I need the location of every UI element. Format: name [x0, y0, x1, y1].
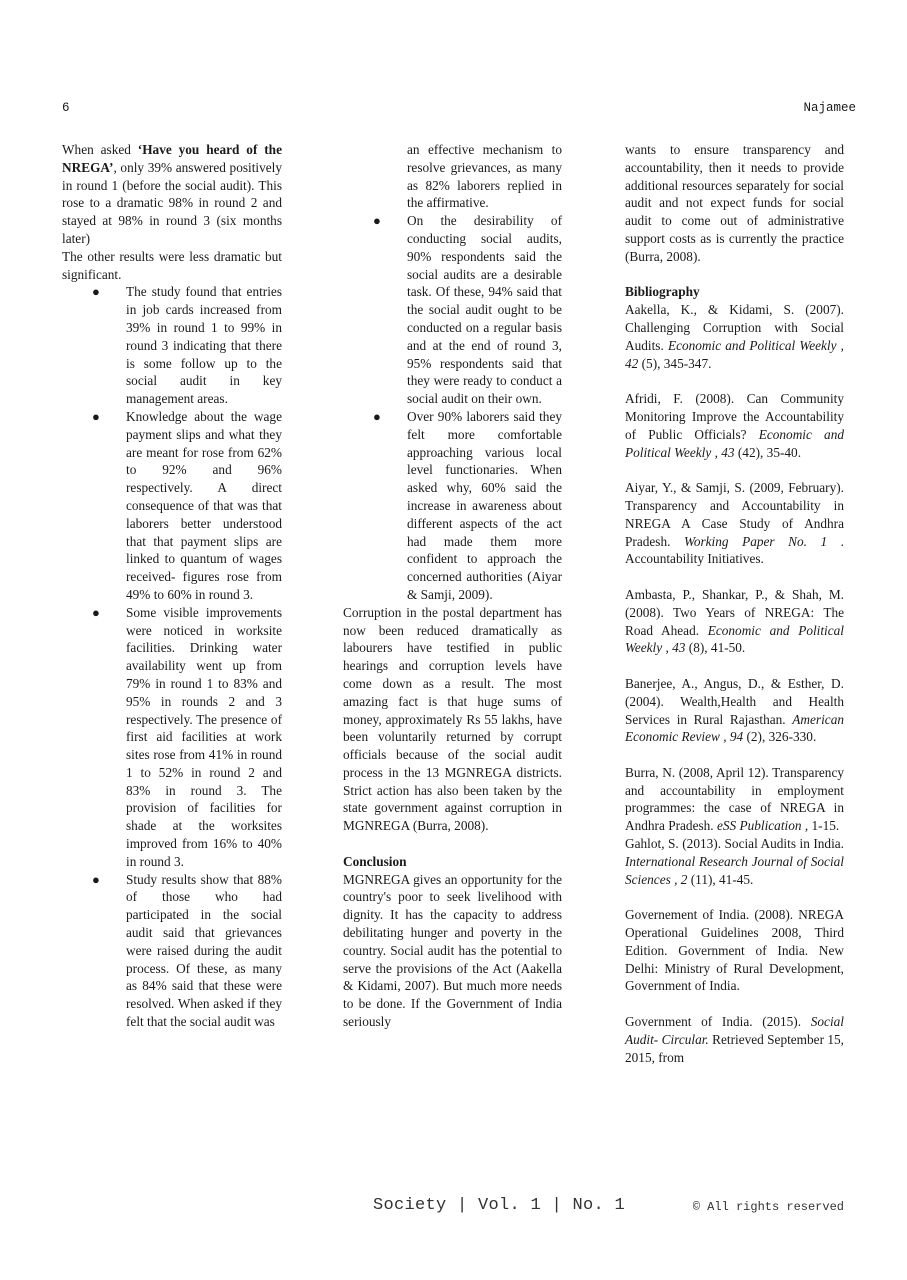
intro-paragraph: [62, 141, 282, 248]
bibliography-heading: Bibliography: [625, 284, 700, 300]
footer-journal-info: Society | Vol. 1 | No. 1: [373, 1196, 626, 1215]
reference-entry: Aiyar, Y., & Samji, S. (2009, February). Transparency and Accountability in NREGA A Case Study of Andhra Pradesh. Working Paper No. 1 . Accountability Initiatives.: [625, 480, 845, 567]
list-item-continuation: an effective mechanism to resolve grievances, as many as 82% laborers replied in the affirmative.: [407, 142, 562, 211]
reference-entry: Burra, N. (2008, April 12). Transparency and accountability in employment programmes: the case of NREGA in Andhra Pradesh. eSS Publication , 1-15.: [625, 764, 844, 834]
column-1: [62, 141, 282, 1031]
corruption-paragraph: Corruption in the postal department has now been reduced dramatically as labourers have testified in public hearings and corruption levels have come down as a result. The most amazing fact is that huge sums of money, approximately Rs 55 lakhs, have been voluntarily returned by corrupt officials because of the social audit process in the 13 MGNREGA districts. Strict action has also been taken by the state government against corruption in MGNREGA (Burra, 2008).: [343, 604, 562, 834]
bullet-icon: ●: [92, 408, 100, 424]
reference-entry: Banerjee, A., Angus, D., & Esther, D. (2004). Wealth,Health and Health Services in Rural Rajasthan. American Economic Review , 94 (2), 326-330.: [625, 675, 844, 745]
column-3: [625, 141, 844, 1066]
reference-entry: Government of India. (2015). Social Audit- Circular. Retrieved September 15, 2015, from: [625, 1014, 844, 1065]
bullet-icon: ●: [373, 408, 381, 424]
conclusion-continuation: wants to ensure transparency and accountability, then it needs to provide additional resources separately for social audit and not expect funds for social audit to come out of administrative support costs as is currently the practice (Burra, 2008).: [625, 142, 844, 264]
column-2: [343, 141, 562, 1031]
list-item: ● The study found that entries in job cards increased from 39% in round 1 to 99% in round 3 indicating that there is some follow up to the social audit in key management areas.: [92, 284, 282, 407]
intro-question: ‘Have you heard of the NREGA’: [62, 142, 282, 175]
results-list: [62, 283, 282, 1030]
intro-text-end: , only 39% answered positively in round 1 (before the social audit). This rose to a dramatic 98% in round 2 and stayed at 98% in round 3 (six months later): [62, 159, 282, 246]
list-item: ● Study results show that 88% of those who had participated in the social audit said that grievances were raised during the audit process. Of these, as many as 84% said that these were resolved. When asked if they felt that the social audit was: [92, 871, 282, 1030]
reference-entry: Afridi, F. (2008). Can Community Monitoring Improve the Accountability of Public Officials? Economic and Political Weekly , 43 (42), 35-40.: [625, 391, 844, 460]
list-item: ● Some visible improvements were noticed in worksite facilities. Drinking water availability went up from 79% in round 1 to 83% and 95% in rounds 2 and 3 respectively. The presence of first aid facilities at work sites rose from 41% in round 1 to 52% in round 2 and 83% in round 3. The provision of facilities for shade at the worksites improved from 16% to 40% in round 3.: [92, 604, 282, 869]
results-list-continued: [343, 212, 562, 604]
bullet-icon: ●: [92, 284, 100, 300]
other-results-paragraph: The other results were less dramatic but significant.: [62, 248, 282, 282]
intro-text-start: When asked: [62, 142, 138, 157]
list-item: ● Over 90% laborers said they felt more comfortable approaching various local level functionaries. When asked why, 60% said the increase in awareness about different aspects of the act had made them more confident to approach the concerned authorities (Aiyar & Samji, 2009).: [373, 408, 562, 602]
list-item: ● On the desirability of conducting social audits, 90% respondents said the social audits are a desirable task. Of these, 94% said that the social audit ought to be conducted on a regular basis and at the end of round 3, 95% respondents said that they were ready to conduct a social audit on their own.: [373, 213, 562, 407]
reference-entry: Aakella, K., & Kidami, S. (2007). Challenging Corruption with Social Audits. Economic and Political Weekly , 42 (5), 345-347.: [625, 302, 844, 371]
running-header-author: Najamee: [803, 101, 856, 115]
page-number: 6: [62, 101, 70, 115]
conclusion-paragraph: MGNREGA gives an opportunity for the country's poor to seek livelihood with dignity. It has the capacity to address debilitating hunger and poverty in the country. Social audit has the potential to serve the provisions of the Act (Aakella & Kidami, 2007). But much more needs to be done. If the Government of India seriously: [343, 871, 562, 1030]
bullet-icon: ●: [373, 213, 381, 229]
bullet-icon: ●: [92, 604, 100, 620]
reference-entry: Gahlot, S. (2013). Social Audits in India. International Research Journal of Social Sciences , 2 (11), 41-45.: [625, 836, 844, 887]
bullet-icon: ●: [92, 871, 100, 887]
list-item: ● Knowledge about the wage payment slips and what they are meant for rose from 62% to 92% and 96% respectively. A direct consequence of that was that laborers better understood that that payment slips are linked to quantum of wages received- figures rose from 49% to 60% in round 3.: [92, 408, 282, 602]
reference-entry: Governement of India. (2008). NREGA Operational Guidelines 2008, Third Edition. Government of India. New Delhi: Ministry of Rural Development, Government of India.: [625, 907, 844, 994]
conclusion-heading: Conclusion: [343, 853, 407, 869]
reference-entry: Ambasta, P., Shankar, P., & Shah, M. (2008). Two Years of NREGA: The Road Ahead. Economic and Political Weekly , 43 (8), 41-50.: [625, 586, 844, 656]
footer-copyright: © All rights reserved: [692, 1200, 844, 1214]
